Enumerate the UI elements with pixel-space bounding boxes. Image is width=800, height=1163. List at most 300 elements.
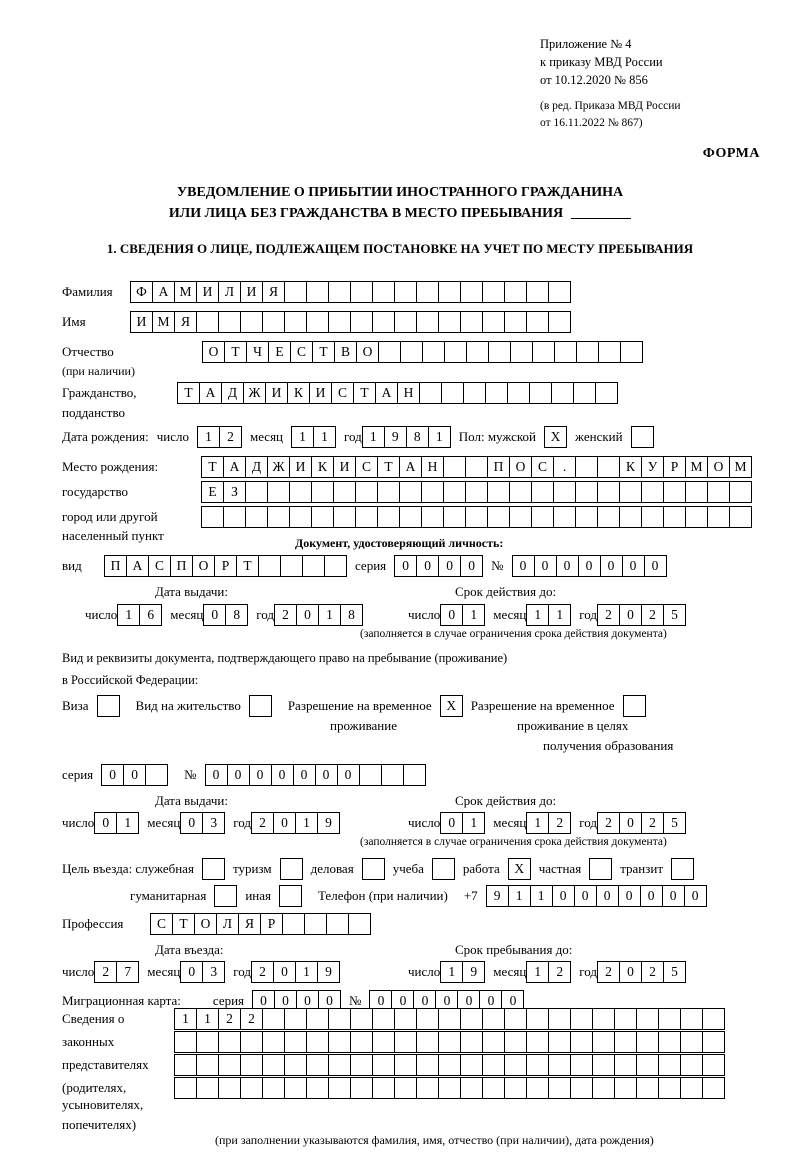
form-cell[interactable]: [620, 341, 643, 363]
form-cell[interactable]: 0: [391, 990, 414, 1012]
form-cell[interactable]: [394, 1031, 417, 1053]
form-cell[interactable]: 0: [622, 555, 645, 577]
form-cell[interactable]: [394, 1077, 417, 1099]
form-cell[interactable]: [575, 481, 598, 503]
form-cell[interactable]: [702, 1031, 725, 1053]
form-cell[interactable]: [504, 311, 527, 333]
form-cell[interactable]: [279, 885, 302, 907]
form-cell[interactable]: [218, 1077, 241, 1099]
form-cell[interactable]: [444, 341, 467, 363]
form-cell[interactable]: 1: [295, 812, 318, 834]
form-cell[interactable]: [381, 764, 404, 786]
form-cell[interactable]: 2: [251, 961, 274, 983]
form-cell[interactable]: И: [309, 382, 332, 404]
sex-female-checkbox[interactable]: [631, 426, 654, 448]
form-cell[interactable]: П: [170, 555, 193, 577]
form-cell[interactable]: 0: [457, 990, 480, 1012]
stay-month-input[interactable]: [526, 961, 571, 983]
form-cell[interactable]: [249, 695, 272, 717]
form-cell[interactable]: 0: [413, 990, 436, 1012]
legal-rep-input-4[interactable]: [174, 1077, 725, 1099]
form-cell[interactable]: [597, 481, 620, 503]
form-cell[interactable]: В: [334, 341, 357, 363]
form-cell[interactable]: 1: [362, 426, 385, 448]
form-cell[interactable]: [526, 311, 549, 333]
form-cell[interactable]: 2: [641, 604, 664, 626]
form-cell[interactable]: [504, 1054, 527, 1076]
form-cell[interactable]: [328, 1077, 351, 1099]
form-cell[interactable]: [282, 913, 305, 935]
form-cell[interactable]: Т: [236, 555, 259, 577]
form-cell[interactable]: [403, 764, 426, 786]
form-cell[interactable]: С: [290, 341, 313, 363]
form-cell[interactable]: [658, 1077, 681, 1099]
purpose-business-checkbox[interactable]: [362, 858, 385, 880]
form-cell[interactable]: [245, 506, 268, 528]
form-cell[interactable]: [284, 281, 307, 303]
form-cell[interactable]: [399, 506, 422, 528]
form-cell[interactable]: [372, 1054, 395, 1076]
surname-input[interactable]: [130, 281, 571, 303]
form-cell[interactable]: 9: [486, 885, 509, 907]
form-cell[interactable]: [438, 1054, 461, 1076]
form-cell[interactable]: 2: [641, 812, 664, 834]
form-cell[interactable]: [377, 506, 400, 528]
form-cell[interactable]: [598, 341, 621, 363]
citizenship-input[interactable]: [177, 382, 618, 404]
form-cell[interactable]: [240, 1054, 263, 1076]
entry-day-input[interactable]: [94, 961, 139, 983]
form-cell[interactable]: [526, 1008, 549, 1030]
form-cell[interactable]: [685, 481, 708, 503]
visa-checkbox[interactable]: [97, 695, 120, 717]
form-cell[interactable]: 9: [462, 961, 485, 983]
form-cell[interactable]: [614, 1031, 637, 1053]
form-cell[interactable]: 0: [552, 885, 575, 907]
form-cell[interactable]: [284, 1008, 307, 1030]
form-cell[interactable]: [702, 1077, 725, 1099]
form-cell[interactable]: [570, 1031, 593, 1053]
purpose-work-checkbox[interactable]: [508, 858, 531, 880]
form-cell[interactable]: [372, 1077, 395, 1099]
form-cell[interactable]: [548, 1008, 571, 1030]
form-cell[interactable]: [306, 281, 329, 303]
form-cell[interactable]: [262, 1008, 285, 1030]
form-cell[interactable]: [595, 382, 618, 404]
form-cell[interactable]: Т: [201, 456, 224, 478]
form-cell[interactable]: [548, 281, 571, 303]
form-cell[interactable]: [218, 1054, 241, 1076]
form-cell[interactable]: 1: [174, 1008, 197, 1030]
form-cell[interactable]: 9: [317, 961, 340, 983]
form-cell[interactable]: 0: [94, 812, 117, 834]
form-cell[interactable]: К: [287, 382, 310, 404]
form-cell[interactable]: [573, 382, 596, 404]
form-cell[interactable]: [570, 1008, 593, 1030]
form-cell[interactable]: [355, 481, 378, 503]
form-cell[interactable]: Н: [421, 456, 444, 478]
form-cell[interactable]: [443, 506, 466, 528]
form-cell[interactable]: [355, 506, 378, 528]
form-cell[interactable]: 5: [663, 812, 686, 834]
residence-checkbox[interactable]: [249, 695, 272, 717]
form-cell[interactable]: 0: [315, 764, 338, 786]
form-cell[interactable]: С: [331, 382, 354, 404]
form-cell[interactable]: С: [531, 456, 554, 478]
form-cell[interactable]: О: [509, 456, 532, 478]
form-cell[interactable]: 0: [619, 812, 642, 834]
form-cell[interactable]: Т: [172, 913, 195, 935]
permit-valid-day-input[interactable]: [440, 812, 485, 834]
form-cell[interactable]: [328, 1008, 351, 1030]
form-cell[interactable]: [438, 1008, 461, 1030]
form-cell[interactable]: 1: [117, 604, 140, 626]
form-cell[interactable]: [372, 281, 395, 303]
form-cell[interactable]: [551, 382, 574, 404]
form-cell[interactable]: [245, 481, 268, 503]
form-cell[interactable]: [570, 1077, 593, 1099]
form-cell[interactable]: Т: [377, 456, 400, 478]
form-cell[interactable]: О: [356, 341, 379, 363]
form-cell[interactable]: [377, 481, 400, 503]
form-cell[interactable]: 0: [640, 885, 663, 907]
form-cell[interactable]: 2: [274, 604, 297, 626]
form-cell[interactable]: 0: [416, 555, 439, 577]
form-cell[interactable]: [510, 341, 533, 363]
form-cell[interactable]: [548, 1031, 571, 1053]
doc-valid-month-input[interactable]: [526, 604, 571, 626]
form-cell[interactable]: 0: [556, 555, 579, 577]
purpose-study-checkbox[interactable]: [432, 858, 455, 880]
legal-rep-input-2[interactable]: [174, 1031, 725, 1053]
form-cell[interactable]: 1: [291, 426, 314, 448]
form-cell[interactable]: Я: [262, 281, 285, 303]
form-cell[interactable]: X: [508, 858, 531, 880]
form-cell[interactable]: [394, 1008, 417, 1030]
form-cell[interactable]: 1: [196, 1008, 219, 1030]
form-cell[interactable]: Н: [397, 382, 420, 404]
form-cell[interactable]: [174, 1054, 197, 1076]
form-cell[interactable]: [97, 695, 120, 717]
name-input[interactable]: [130, 311, 571, 333]
form-cell[interactable]: [416, 281, 439, 303]
form-cell[interactable]: Д: [221, 382, 244, 404]
form-cell[interactable]: [729, 506, 752, 528]
form-cell[interactable]: [614, 1077, 637, 1099]
form-cell[interactable]: О: [194, 913, 217, 935]
form-cell[interactable]: 0: [619, 604, 642, 626]
form-cell[interactable]: [570, 1054, 593, 1076]
form-cell[interactable]: О: [192, 555, 215, 577]
form-cell[interactable]: [532, 341, 555, 363]
phone-input[interactable]: [486, 885, 707, 907]
form-cell[interactable]: 0: [318, 990, 341, 1012]
form-cell[interactable]: [262, 1031, 285, 1053]
form-cell[interactable]: [372, 311, 395, 333]
doc-issue-year-input[interactable]: [274, 604, 363, 626]
form-cell[interactable]: Ж: [267, 456, 290, 478]
form-cell[interactable]: [460, 311, 483, 333]
form-cell[interactable]: 0: [205, 764, 228, 786]
form-cell[interactable]: [311, 481, 334, 503]
form-cell[interactable]: М: [729, 456, 752, 478]
birth-state-input[interactable]: [201, 456, 752, 478]
form-cell[interactable]: Я: [174, 311, 197, 333]
legal-rep-input-3[interactable]: [174, 1054, 725, 1076]
form-cell[interactable]: 1: [318, 604, 341, 626]
form-cell[interactable]: [487, 506, 510, 528]
form-cell[interactable]: [350, 1031, 373, 1053]
form-cell[interactable]: 2: [641, 961, 664, 983]
form-cell[interactable]: [619, 481, 642, 503]
form-cell[interactable]: [280, 555, 303, 577]
form-cell[interactable]: 0: [440, 812, 463, 834]
form-cell[interactable]: [466, 341, 489, 363]
form-cell[interactable]: 0: [460, 555, 483, 577]
form-cell[interactable]: [311, 506, 334, 528]
purpose-tourism-checkbox[interactable]: [280, 858, 303, 880]
form-cell[interactable]: [636, 1008, 659, 1030]
form-cell[interactable]: [289, 481, 312, 503]
form-cell[interactable]: [680, 1008, 703, 1030]
form-cell[interactable]: [280, 858, 303, 880]
purpose-service-checkbox[interactable]: [202, 858, 225, 880]
form-cell[interactable]: [575, 456, 598, 478]
form-cell[interactable]: [487, 481, 510, 503]
form-cell[interactable]: Л: [218, 281, 241, 303]
form-cell[interactable]: М: [174, 281, 197, 303]
birth-city-input-2[interactable]: [201, 506, 752, 528]
edu-residence-checkbox[interactable]: [623, 695, 646, 717]
form-cell[interactable]: [460, 1054, 483, 1076]
form-cell[interactable]: [589, 858, 612, 880]
form-cell[interactable]: [218, 311, 241, 333]
form-cell[interactable]: [631, 426, 654, 448]
form-cell[interactable]: [553, 506, 576, 528]
form-cell[interactable]: [482, 281, 505, 303]
form-cell[interactable]: И: [265, 382, 288, 404]
form-cell[interactable]: [438, 1077, 461, 1099]
form-cell[interactable]: [350, 1077, 373, 1099]
form-cell[interactable]: 0: [394, 555, 417, 577]
form-cell[interactable]: [680, 1077, 703, 1099]
form-cell[interactable]: 8: [340, 604, 363, 626]
form-cell[interactable]: [663, 481, 686, 503]
form-cell[interactable]: [438, 281, 461, 303]
form-cell[interactable]: 0: [578, 555, 601, 577]
form-cell[interactable]: 0: [574, 885, 597, 907]
form-cell[interactable]: [350, 1054, 373, 1076]
form-cell[interactable]: [663, 506, 686, 528]
form-cell[interactable]: А: [199, 382, 222, 404]
form-cell[interactable]: С: [148, 555, 171, 577]
form-cell[interactable]: [548, 1054, 571, 1076]
form-cell[interactable]: Р: [663, 456, 686, 478]
form-cell[interactable]: 1: [462, 604, 485, 626]
form-cell[interactable]: [350, 281, 373, 303]
form-cell[interactable]: 0: [101, 764, 124, 786]
form-cell[interactable]: 2: [548, 961, 571, 983]
form-cell[interactable]: [289, 506, 312, 528]
form-cell[interactable]: А: [399, 456, 422, 478]
form-cell[interactable]: 0: [684, 885, 707, 907]
form-cell[interactable]: [302, 555, 325, 577]
form-cell[interactable]: А: [375, 382, 398, 404]
form-cell[interactable]: 5: [663, 961, 686, 983]
form-cell[interactable]: 0: [180, 961, 203, 983]
form-cell[interactable]: 0: [369, 990, 392, 1012]
form-cell[interactable]: С: [355, 456, 378, 478]
form-cell[interactable]: [592, 1054, 615, 1076]
form-cell[interactable]: [306, 1054, 329, 1076]
permit-valid-month-input[interactable]: [526, 812, 571, 834]
form-cell[interactable]: [597, 456, 620, 478]
form-cell[interactable]: 0: [337, 764, 360, 786]
form-cell[interactable]: 0: [435, 990, 458, 1012]
birth-city-input[interactable]: [201, 481, 752, 503]
form-cell[interactable]: [529, 382, 552, 404]
doc-series-input[interactable]: [394, 555, 483, 577]
form-cell[interactable]: 1: [526, 812, 549, 834]
form-cell[interactable]: [304, 913, 327, 935]
form-cell[interactable]: [504, 1031, 527, 1053]
form-cell[interactable]: 0: [274, 990, 297, 1012]
form-cell[interactable]: 0: [227, 764, 250, 786]
form-cell[interactable]: [328, 1031, 351, 1053]
form-cell[interactable]: И: [130, 311, 153, 333]
form-cell[interactable]: 0: [662, 885, 685, 907]
form-cell[interactable]: [378, 341, 401, 363]
form-cell[interactable]: 0: [501, 990, 524, 1012]
form-cell[interactable]: [531, 481, 554, 503]
form-cell[interactable]: 0: [512, 555, 535, 577]
patronymic-input[interactable]: [202, 341, 643, 363]
form-cell[interactable]: 1: [295, 961, 318, 983]
form-cell[interactable]: Ч: [246, 341, 269, 363]
form-cell[interactable]: 0: [479, 990, 502, 1012]
form-cell[interactable]: [702, 1008, 725, 1030]
form-cell[interactable]: X: [544, 426, 567, 448]
form-cell[interactable]: 0: [600, 555, 623, 577]
form-cell[interactable]: [658, 1054, 681, 1076]
form-cell[interactable]: [680, 1054, 703, 1076]
form-cell[interactable]: [438, 311, 461, 333]
temp-residence-checkbox[interactable]: [440, 695, 463, 717]
form-cell[interactable]: О: [202, 341, 225, 363]
form-cell[interactable]: 1: [548, 604, 571, 626]
form-cell[interactable]: О: [707, 456, 730, 478]
form-cell[interactable]: 0: [203, 604, 226, 626]
form-cell[interactable]: М: [152, 311, 175, 333]
form-cell[interactable]: [306, 311, 329, 333]
form-cell[interactable]: [641, 481, 664, 503]
form-cell[interactable]: [526, 281, 549, 303]
form-cell[interactable]: [333, 481, 356, 503]
form-cell[interactable]: [223, 506, 246, 528]
form-cell[interactable]: [399, 481, 422, 503]
purpose-other-checkbox[interactable]: [279, 885, 302, 907]
permit-issue-year-input[interactable]: [251, 812, 340, 834]
purpose-private-checkbox[interactable]: [589, 858, 612, 880]
form-cell[interactable]: 2: [251, 812, 274, 834]
form-cell[interactable]: [306, 1008, 329, 1030]
form-cell[interactable]: [702, 1054, 725, 1076]
form-cell[interactable]: [548, 311, 571, 333]
form-cell[interactable]: 2: [94, 961, 117, 983]
form-cell[interactable]: 9: [384, 426, 407, 448]
form-cell[interactable]: [526, 1077, 549, 1099]
form-cell[interactable]: [218, 1031, 241, 1053]
doc-issue-day-input[interactable]: [117, 604, 162, 626]
form-cell[interactable]: 6: [139, 604, 162, 626]
form-cell[interactable]: Л: [216, 913, 239, 935]
permit-valid-year-input[interactable]: [597, 812, 686, 834]
form-cell[interactable]: [485, 382, 508, 404]
form-cell[interactable]: 8: [225, 604, 248, 626]
form-cell[interactable]: Т: [177, 382, 200, 404]
form-cell[interactable]: 0: [596, 885, 619, 907]
entry-year-input[interactable]: [251, 961, 340, 983]
form-cell[interactable]: [614, 1008, 637, 1030]
form-cell[interactable]: [262, 311, 285, 333]
form-cell[interactable]: 0: [644, 555, 667, 577]
form-cell[interactable]: [145, 764, 168, 786]
form-cell[interactable]: [443, 481, 466, 503]
form-cell[interactable]: [592, 1008, 615, 1030]
form-cell[interactable]: 1: [530, 885, 553, 907]
form-cell[interactable]: [482, 1008, 505, 1030]
birth-day-input[interactable]: [197, 426, 242, 448]
form-cell[interactable]: [504, 1077, 527, 1099]
form-cell[interactable]: [284, 1077, 307, 1099]
form-cell[interactable]: [482, 1031, 505, 1053]
form-cell[interactable]: Я: [238, 913, 261, 935]
form-cell[interactable]: 0: [273, 812, 296, 834]
form-cell[interactable]: М: [685, 456, 708, 478]
form-cell[interactable]: [372, 1008, 395, 1030]
form-cell[interactable]: П: [487, 456, 510, 478]
form-cell[interactable]: [504, 1008, 527, 1030]
form-cell[interactable]: [509, 506, 532, 528]
form-cell[interactable]: 3: [202, 812, 225, 834]
form-cell[interactable]: 1: [526, 604, 549, 626]
form-cell[interactable]: [422, 341, 445, 363]
form-cell[interactable]: [482, 1054, 505, 1076]
entry-month-input[interactable]: [180, 961, 225, 983]
form-cell[interactable]: [284, 311, 307, 333]
form-cell[interactable]: [482, 1077, 505, 1099]
doc-kind-input[interactable]: [104, 555, 347, 577]
form-cell[interactable]: 0: [296, 604, 319, 626]
form-cell[interactable]: 1: [197, 426, 220, 448]
form-cell[interactable]: [240, 1077, 263, 1099]
form-cell[interactable]: [348, 913, 371, 935]
form-cell[interactable]: [359, 764, 382, 786]
form-cell[interactable]: [400, 341, 423, 363]
purpose-humanitarian-checkbox[interactable]: [214, 885, 237, 907]
form-cell[interactable]: 1: [462, 812, 485, 834]
form-cell[interactable]: [504, 281, 527, 303]
form-cell[interactable]: [592, 1031, 615, 1053]
form-cell[interactable]: [460, 1031, 483, 1053]
form-cell[interactable]: [507, 382, 530, 404]
form-cell[interactable]: [438, 1031, 461, 1053]
form-cell[interactable]: [284, 1031, 307, 1053]
form-cell[interactable]: [306, 1077, 329, 1099]
form-cell[interactable]: [350, 311, 373, 333]
form-cell[interactable]: 0: [438, 555, 461, 577]
form-cell[interactable]: 9: [317, 812, 340, 834]
